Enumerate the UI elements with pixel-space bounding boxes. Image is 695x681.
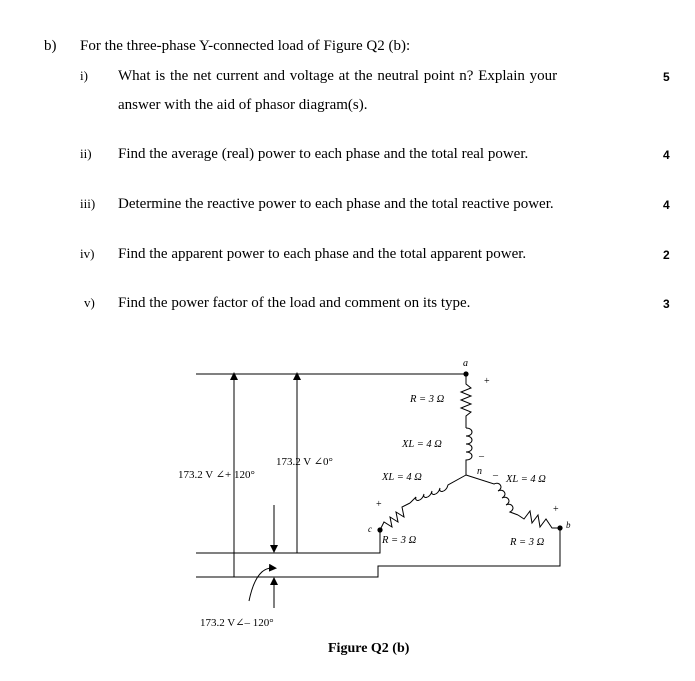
branch-a-minus: _ xyxy=(479,447,484,458)
part-number-iii: iii) xyxy=(80,196,96,211)
marks-ii: 4 xyxy=(663,148,670,162)
branch-a-xl-label: XL = 4 Ω xyxy=(402,439,442,450)
source-label-0deg: 173.2 V ∠0° xyxy=(276,456,333,468)
branch-b-minus: _ xyxy=(493,466,498,477)
part-number-i: i) xyxy=(80,68,88,83)
node-c-dot xyxy=(377,527,382,532)
part-number-ii: ii) xyxy=(80,146,92,161)
branch-c-plus: + xyxy=(376,499,382,510)
part-number-iv: iv) xyxy=(80,246,95,261)
node-a-label: a xyxy=(463,358,468,369)
branch-b-plus: + xyxy=(553,504,559,515)
part-text-iv: Find the apparent power to each phase and the total apparent power. xyxy=(118,246,527,262)
figure-caption: Figure Q2 (b) xyxy=(328,641,410,656)
node-c-label: c xyxy=(368,524,372,534)
node-b-dot xyxy=(557,525,562,530)
inductor-a xyxy=(466,428,472,475)
source-label-plus120: 173.2 V ∠+ 120° xyxy=(178,469,255,481)
part-text-iii: Determine the reactive power to each phase and the total reactive power. xyxy=(118,196,554,212)
marks-i: 5 xyxy=(663,70,670,84)
part-text-i-line1: What is the net current and voltage at the neutral point n? Explain your xyxy=(118,68,558,84)
resistor-c xyxy=(380,503,410,530)
branch-c-r-label: R = 3 Ω xyxy=(382,535,417,546)
marks-iii: 4 xyxy=(663,198,670,212)
branch-b-xl-label: XL = 4 Ω xyxy=(506,474,546,485)
part-text-i-line2: answer with the aid of phasor diagram(s). xyxy=(118,97,368,113)
part-text-ii: Find the average (real) power to each phase and the total real power. xyxy=(118,146,529,162)
part-number-v: v) xyxy=(84,295,95,310)
source-label-minus120: 173.2 V∠– 120° xyxy=(200,617,274,629)
line-c-bus xyxy=(196,530,380,553)
node-a-dot xyxy=(463,371,468,376)
part-text-v: Find the power factor of the load and comment on its type. xyxy=(118,295,471,311)
branch-b-r-label: R = 3 Ω xyxy=(510,537,545,548)
node-b-label: b xyxy=(566,520,571,530)
branch-a-plus: + xyxy=(484,376,490,387)
resistor-a xyxy=(461,374,471,428)
question-label: b) xyxy=(44,38,57,54)
marks-v: 3 xyxy=(663,297,670,311)
branch-c-xl-label: XL = 4 Ω xyxy=(382,472,422,483)
neutral-label: n xyxy=(477,466,482,477)
branch-a-r-label: R = 3 Ω xyxy=(410,394,445,405)
question-intro: For the three-phase Y-connected load of Figure Q2 (b): xyxy=(80,38,411,54)
source-curve xyxy=(249,568,273,601)
marks-iv: 2 xyxy=(663,248,670,262)
